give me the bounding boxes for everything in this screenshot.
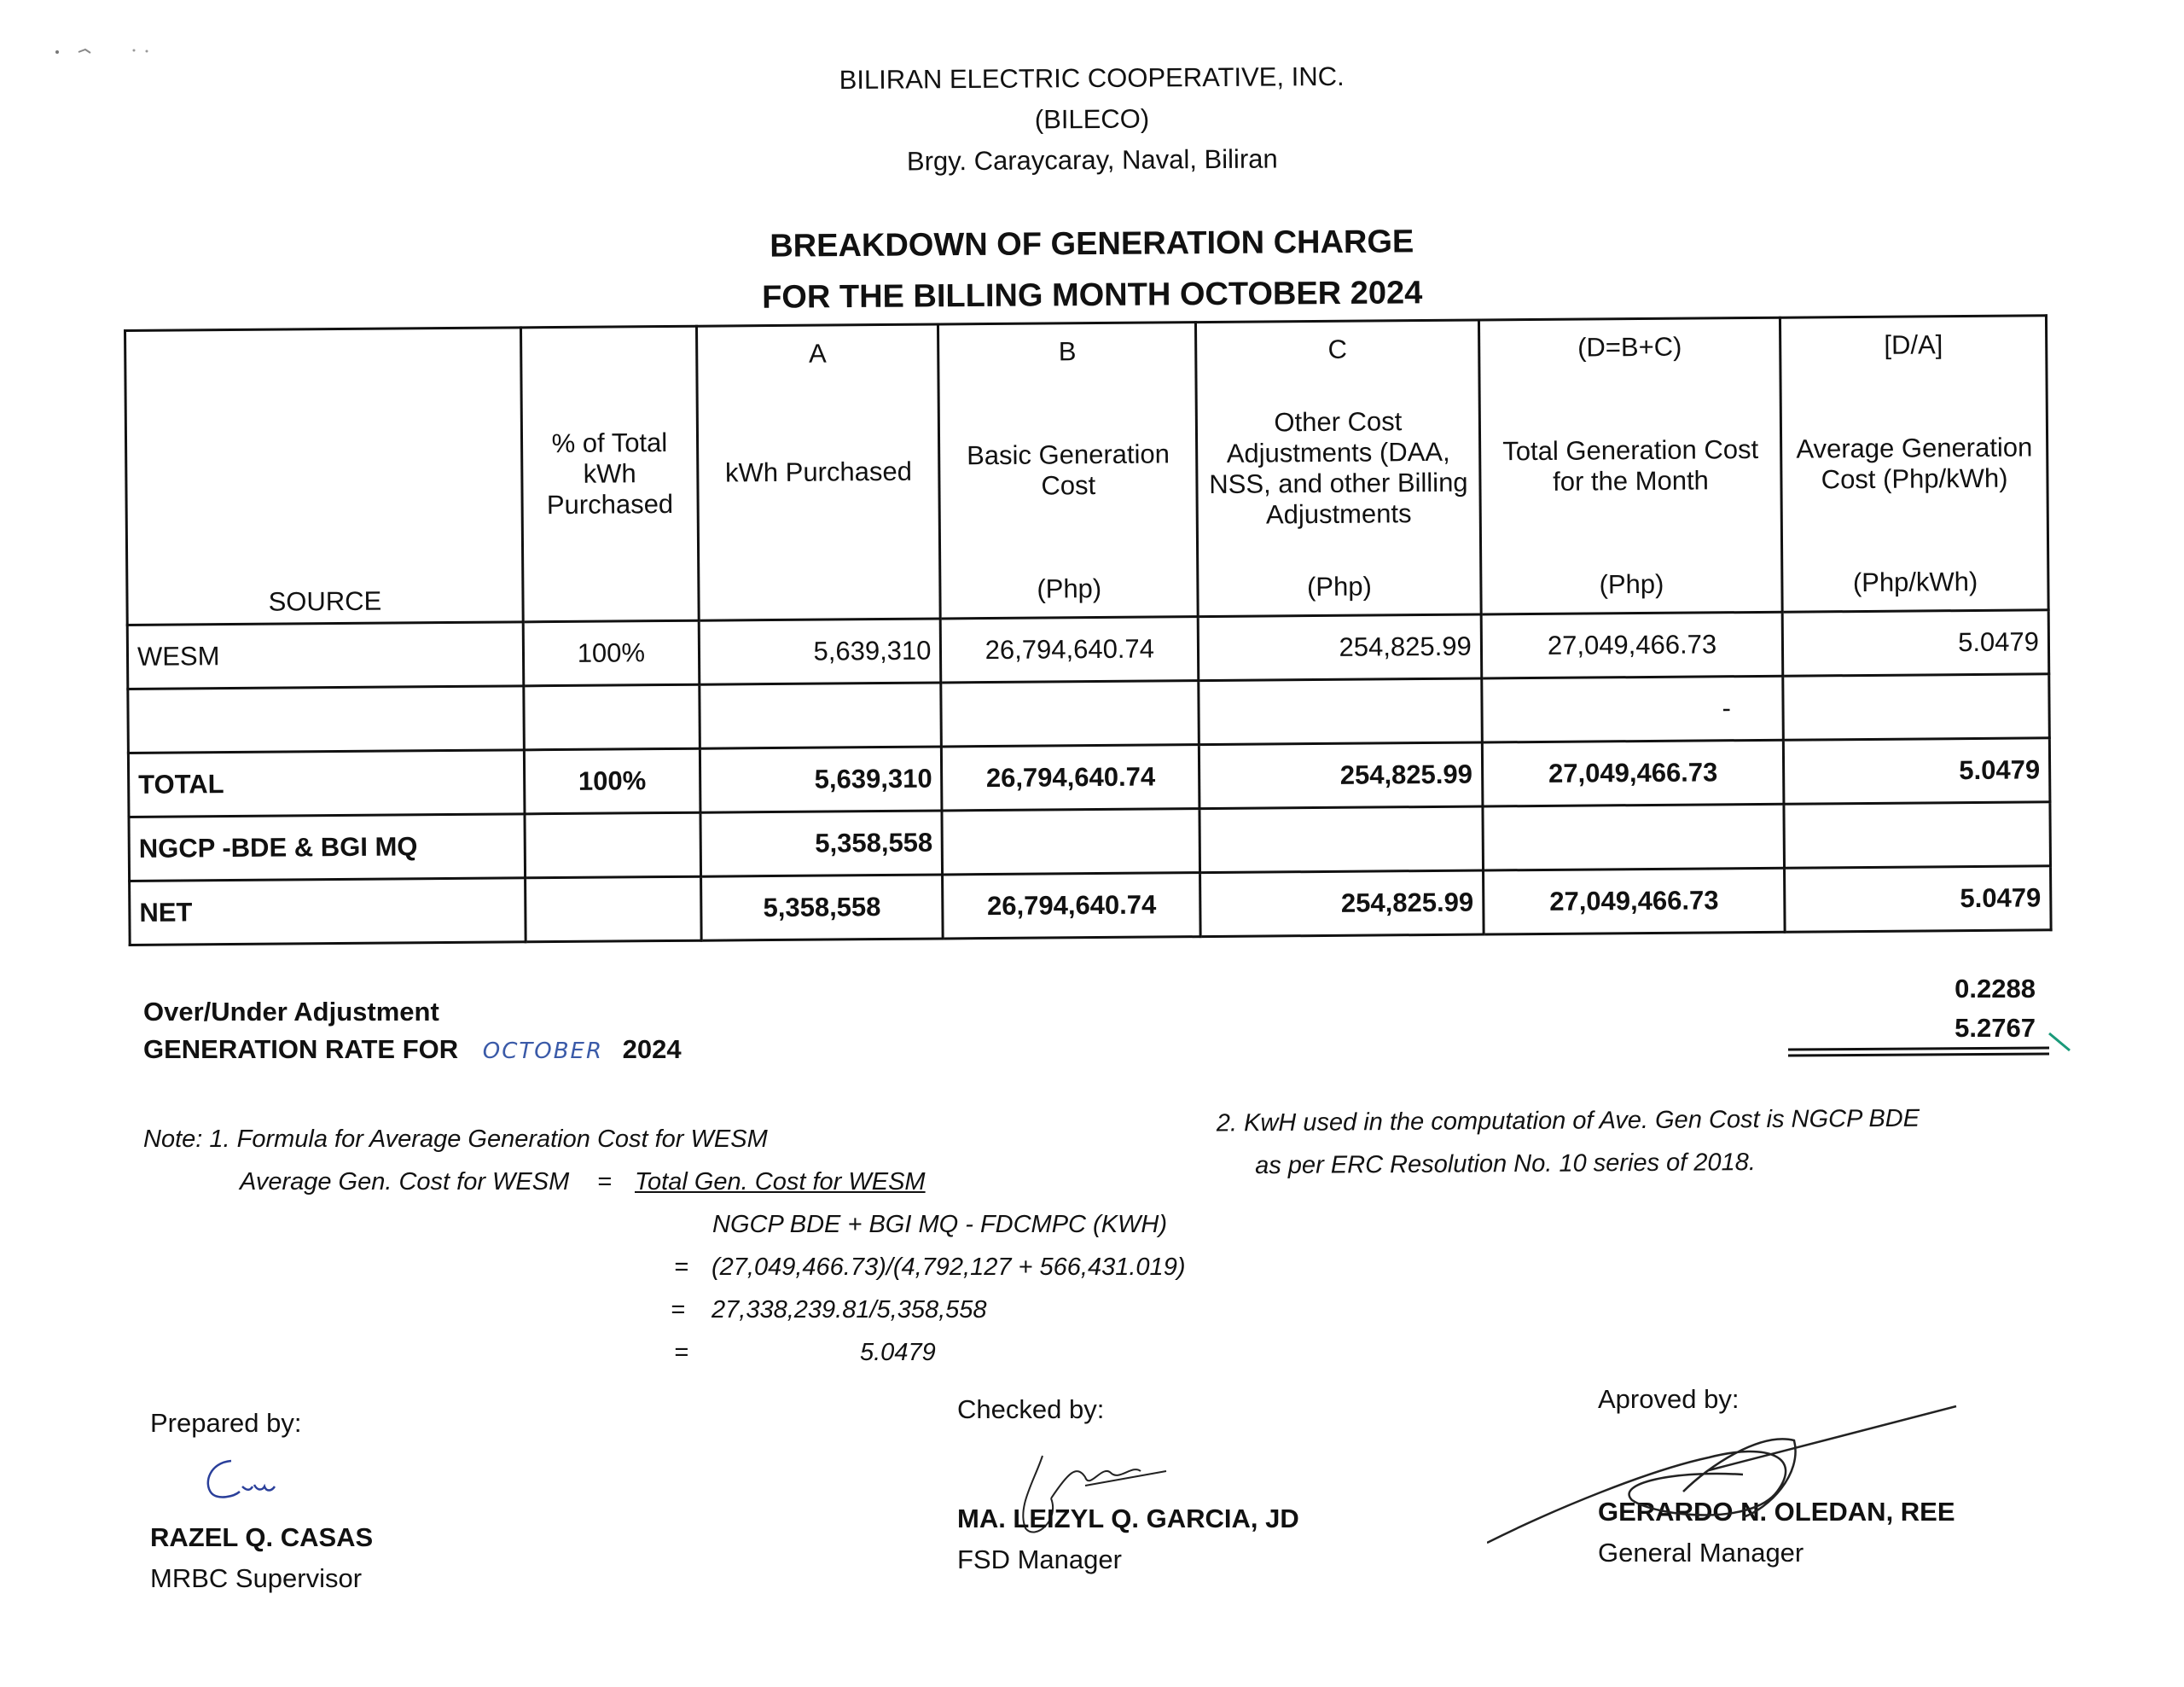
column-header: B Basic Generation Cost (Php)	[938, 323, 1198, 619]
letterhead	[0, 50, 2184, 189]
double-underline	[1788, 1045, 2054, 1059]
prepared-by-name: RAZEL Q. CASAS	[150, 1522, 374, 1552]
table-cell	[941, 681, 1199, 747]
checked-signature	[957, 1430, 1299, 1498]
table-cell	[524, 684, 700, 750]
column-header: (D=B+C) Total Generation Cost for the Month (Php)	[1478, 317, 1782, 614]
prepared-by-label: Prepared by:	[150, 1408, 302, 1438]
table-cell	[700, 683, 942, 748]
table-cell: 26,794,640.74	[942, 745, 1199, 811]
checked-by-position: FSD Manager	[957, 1544, 1122, 1574]
table-cell: 27,049,466.73	[1481, 612, 1783, 678]
approved-by-position: General Manager	[1598, 1538, 1804, 1568]
table-cell	[525, 812, 700, 878]
table-cell	[1784, 802, 2050, 868]
checked-by-label: Checked by:	[957, 1394, 1105, 1424]
table-cell: 5,358,558	[700, 875, 943, 940]
column-header: C Other Cost Adjustments (DAA, NSS, and other Billing Adjustments (Php)	[1196, 320, 1481, 617]
generation-charge-table	[124, 314, 2053, 946]
approved-by-label: Aproved by:	[1598, 1384, 1740, 1414]
equals-sign: =	[674, 1254, 688, 1281]
note-1-formula	[143, 1161, 1252, 1203]
table-cell: 100%	[523, 620, 699, 686]
note-1-numerator: Total Gen. Cost for WESM	[635, 1168, 926, 1195]
note-1-lhs: Average Gen. Cost for WESM	[240, 1168, 570, 1195]
table-cell: NET	[130, 878, 526, 945]
prepared-by-position: MRBC Supervisor	[150, 1563, 363, 1593]
document-title	[0, 211, 2184, 329]
table-cell: 27,049,466.73	[1482, 740, 1784, 806]
generation-rate-value: 5.2767	[1955, 1013, 2036, 1043]
table-cell: 27,049,466.73	[1483, 868, 1785, 934]
approved-by-name: GERARDO N. OLEDAN, REE	[1598, 1497, 1955, 1527]
title-line-1: BREAKDOWN OF GENERATION CHARGE	[770, 224, 1414, 265]
note-1-title: Note: 1. Formula for Average Generation Cost for WESM	[143, 1126, 768, 1153]
over-under-value: 0.2288	[1955, 974, 2036, 1003]
column-header: SOURCE	[125, 328, 524, 625]
table-cell: TOTAL	[128, 750, 525, 817]
column-header: % of Total kWh Purchased	[520, 326, 699, 622]
prepared-signature	[150, 1444, 373, 1517]
org-address: Brgy. Caraycaray, Naval, Biliran	[906, 143, 1278, 177]
approved-by-block	[1598, 1379, 1955, 1574]
table-cell: 5.0479	[1785, 866, 2051, 932]
org-abbreviation: (BILECO)	[1034, 103, 1150, 135]
table-cell: 5,639,310	[700, 747, 942, 812]
table-cell: 26,794,640.74	[941, 617, 1199, 683]
table-cell: 5,639,310	[699, 619, 941, 684]
note-1-step-3: 5.0479	[860, 1339, 936, 1366]
table-cell	[1783, 674, 2049, 740]
table-cell: 100%	[524, 748, 700, 814]
column-header: A kWh Purchased	[696, 324, 940, 620]
note-2-line-2: as per ERC Resolution No. 10 series of 2018.	[1255, 1149, 1757, 1180]
table-cell	[1483, 804, 1785, 870]
handwritten-month: OCTOBER	[482, 1038, 604, 1064]
prepared-by-block	[150, 1403, 373, 1599]
note-1	[143, 1118, 1252, 1374]
scan-mark	[53, 44, 164, 53]
approved-signature	[1598, 1420, 1955, 1492]
table-cell: 5,358,558	[700, 811, 943, 876]
table-cell: 254,825.99	[1200, 870, 1484, 937]
note-1-denominator: NGCP BDE + BGI MQ - FDCMPC (KWH)	[712, 1211, 1168, 1238]
generation-rate-label: GENERATION RATE FOR	[143, 1034, 459, 1064]
table-cell	[1199, 678, 1482, 745]
table-cell: 254,825.99	[1199, 742, 1483, 809]
table-cell	[128, 686, 525, 753]
table-cell: 5.0479	[1783, 610, 2049, 676]
table-header-row	[125, 316, 2049, 625]
equals-sign: =	[671, 1296, 685, 1323]
org-name: BILIRAN ELECTRIC COOPERATIVE, INC.	[839, 61, 1345, 96]
table-cell	[526, 876, 701, 942]
table-cell: -	[1482, 676, 1784, 742]
equals-sign: =	[597, 1168, 612, 1195]
title-line-2: FOR THE BILLING MONTH OCTOBER 2024	[761, 275, 1423, 316]
checked-by-block	[957, 1389, 1299, 1580]
generation-rate-line	[143, 1034, 682, 1065]
column-header: [D/A] Average Generation Cost (Php/kWh) (Php/kWh)	[1780, 316, 2048, 612]
check-mark-icon	[2048, 1028, 2073, 1054]
generation-rate-year: 2024	[622, 1034, 682, 1064]
equals-sign: =	[674, 1339, 688, 1366]
note-1-step-1: (27,049,466.73)/(4,792,127 + 566,431.019)	[712, 1254, 1186, 1281]
table-cell: 254,825.99	[1198, 614, 1481, 681]
table-cell: 5.0479	[1784, 738, 2050, 804]
note-2	[1217, 1097, 2071, 1188]
table-cell	[942, 809, 1199, 875]
checked-by-name: MA. LEIZYL Q. GARCIA, JD	[957, 1504, 1299, 1533]
note-1-step-2: 27,338,239.81/5,358,558	[712, 1296, 987, 1323]
table-cell: WESM	[127, 622, 524, 689]
table-cell: NGCP -BDE & BGI MQ	[129, 814, 526, 881]
table-cell: 26,794,640.74	[943, 873, 1200, 939]
table-cell	[1199, 806, 1483, 873]
note-2-line-1: 2. KwH used in the computation of Ave. Gen Cost is NGCP BDE	[1216, 1104, 1920, 1137]
over-under-label: Over/Under Adjustment	[143, 997, 439, 1027]
